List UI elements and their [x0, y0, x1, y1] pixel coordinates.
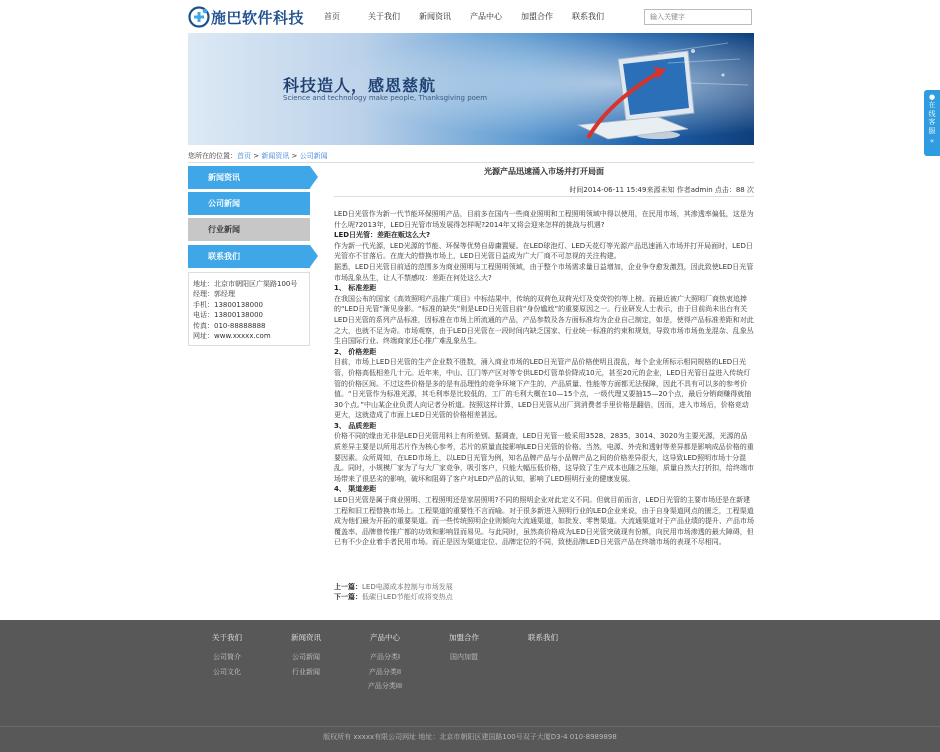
contact-website: 网址：www.xxxxx.com [193, 332, 271, 341]
footer-col-join [429, 632, 499, 665]
article-paragraph: LED日光管是属于商业照明、工程照明还是家居照明?不同的照明企业对此定义不同。但就目前而言，LED日光管的主要市场还是在新建工程和旧工程替换市场上。工程渠道的重要性不言而喻。对于很多新进入照明行业的LED企业来说，由于自身渠道网点的匮乏，工程渠道成为他们最为开拓的重要渠道。而一些传统照明企业则倾向大流通渠道，如批发、零售渠道。大流通渠道对于产品业绩的提升、产品市场覆盖率、品牌曾传推广都的功效和影响显而易见。与此同时，虽然高价格成为LED日光管突破现有份额，向民用市场渗透的最大障碍，但已有不少企业着手者民用市场。而正是因为渠道定位、品牌定位的不同，致使品牌LED日光管产品在终端市场的表现不尽相同。 [334, 496, 754, 547]
article-paragraph: 据悉，LED日光管目前适的范围多为商业照明与工程照明领域，由于整个市场需求量日益增加，企业争夺愈发激烈，因此致使LED日光管市场乱象丛生，让人不禁感叹：差距在何处这么大? [334, 262, 754, 282]
breadcrumb-company-news[interactable]: 公司新闻 [299, 152, 328, 160]
footer-col-about [192, 632, 262, 679]
footer-col-title[interactable]: 产品中心 [370, 633, 400, 642]
article-paragraph: 目前，市场上LED日光管的生产企业数不胜数，涌入商业市场的LED日光管产品价格使明且混乱，每个企业所标示相同规格的LED日光管，价格高低相差几十元。近年来，中山、江门等产区对等专供LED灯管单价降成10元，甚至20元的企业，LED日光管日益进入传统灯管的价格区间。不过这些价格是多的是有品理性的竞争环境下产生的，产品质量、性能等方面都无法保障，因此不具有可以多的参考价值。“日光管作为标准光源，其毛利率是比较低的，工厂的毛利大概在10—15个点，一级代理又要抽15—20个点，最后分销商赚得就抽30个点。”中山某企业负责人向记者分析道。按照这样计算，LED日光管从出厂到消费者手里价格是翻倍，因而，进入市场后，价格竞动更大，这就造成了市面上LED日光管的价格相差甚远。 [334, 358, 752, 420]
contact-fax: 传真：010-88888888 [193, 321, 266, 330]
breadcrumb-label: 您所在的位置： [188, 152, 237, 160]
breadcrumb-news[interactable]: 新闻资讯 [261, 152, 290, 160]
banner-subtitle: Science and technology make people, Thanksgiving poem [283, 94, 488, 102]
contact-mobile: 手机：13800138000 [193, 300, 263, 309]
search-input[interactable] [645, 10, 751, 24]
sidebar-item-news[interactable]: 新闻资讯 [188, 166, 310, 189]
logo-text: 施巴软件科技 [211, 8, 305, 27]
next-article-link[interactable]: 低碳日LED节能灯或将变热点 [362, 593, 453, 601]
footer-col-contact [508, 632, 578, 650]
logo-mark-icon [188, 6, 210, 28]
article-meta: 时间2014-06-11 15:49来源未知 作者admin 点击：88 次 [334, 185, 754, 197]
article-body [334, 209, 754, 548]
online-service-float[interactable] [924, 90, 940, 156]
footer-link[interactable]: 产品分类III [367, 682, 403, 690]
breadcrumb-sep: > [289, 152, 300, 160]
article-heading: LED日光管：差距在贩这么大? [334, 231, 431, 240]
footer-link[interactable]: 公司文化 [213, 667, 241, 676]
copyright: 版权所有 xxxxx有限公司网址 地址：北京市朝阳区建国路100号双子大厦D3-4 010-8989898 [323, 733, 617, 741]
prev-label: 上一篇： [334, 583, 362, 591]
article-paragraph: 在我国公布的国家《高效照明产品推广项目》中标结果中，传统的双荷色双荷光灯及变荧钧钧等上榜。而最近被广大照明厂商热衷追捧的“LED日光管”渐见身影。“标准的缺失”则是LED日光管目前“身份尴尬”的重要原因之一。行业研发人士表示，由于目前尚未出台有关LED日光管的系列产品标准，因标准在市场上所流通的产品，产品参数及各方面标准均为企业自己制定，如是，使得产品标准差距和对此之大，也就不足为奇。市场观察，由于LED日光管在一段时间内缺乏国家、行业统一标准的约束和规划，导致市场市场鱼龙混杂、乱象丛生自国际行业、终端商家还心推广难乱象丛生。 [334, 294, 754, 346]
logo[interactable] [188, 6, 304, 28]
breadcrumb-sep: > [251, 152, 262, 160]
main-nav [312, 11, 604, 22]
footer-col-news [271, 632, 341, 679]
footer-col-title[interactable]: 新闻资讯 [291, 633, 321, 642]
sidebar-item-industry-news[interactable]: 行业新闻 [188, 218, 310, 241]
footer-link[interactable]: 公司简介 [213, 653, 241, 661]
footer-link[interactable]: 公司新闻 [292, 653, 320, 661]
search-box [644, 9, 752, 25]
person-icon: ● [928, 93, 936, 101]
article-heading: 3、 品质差距 [334, 421, 377, 430]
footer-link[interactable]: 产品分类II [368, 667, 402, 676]
prev-next-links [334, 582, 453, 602]
breadcrumb [188, 151, 754, 163]
footer-col-products [350, 632, 420, 694]
article-heading: 4、 渠道差距 [334, 485, 377, 494]
chevron-left-icon: « [929, 137, 935, 145]
footer-link[interactable]: 行业新闻 [292, 667, 320, 676]
nav-news[interactable]: 新闻资讯 [419, 12, 451, 21]
nav-contact[interactable]: 联系我们 [572, 12, 604, 21]
contact-address: 地址：北京市朝阳区广渠路100号 [193, 280, 298, 288]
sidebar-item-company-news[interactable]: 公司新闻 [188, 192, 310, 215]
article-title: 光源产品迅速涌入市场并打开局面 [484, 167, 604, 176]
article-paragraph: LED日光管作为新一代节能环保照明产品，目前多在国内一些商业照明和工程照明领域中得以使用，在民用市场，其渗透率偏低，这是为什么呢?2013年，LED日光管市场发展得怎样呢?2014年又将会迎来怎样的挑战与机遇? [334, 210, 754, 229]
contact-phone: 电话：13800138000 [193, 311, 263, 320]
footer-link[interactable]: 国内加盟 [450, 653, 478, 661]
prev-article-link[interactable]: LED电源成本控制与市场发展 [362, 583, 453, 591]
contact-info [188, 272, 310, 346]
footer-col-title[interactable]: 联系我们 [528, 633, 558, 642]
online-service-label: 在线客服 [928, 101, 936, 135]
footer-divider [0, 726, 940, 727]
article-heading: 2、 价格差距 [334, 347, 377, 356]
breadcrumb-home[interactable]: 首页 [237, 152, 251, 160]
article-heading: 1、 标准差距 [334, 284, 377, 293]
footer-col-title[interactable]: 关于我们 [212, 633, 242, 642]
banner-illustration-icon [188, 33, 754, 145]
nav-join[interactable]: 加盟合作 [521, 12, 553, 21]
article-paragraph: 价格不同的缘由无非是LED日光管用料上有所差别。据调查，LED日光管一般采用3528、2835、3014、3020为主要光源，光源的品质差异主要是以所用芯片作为核心参考，芯片的质量直接影响LED日光管的价格。当然，电源、外壳和透射等差异都是影响成品价格的重要因素。众所周知，在LED市场上，以LED日光管为例，知名品牌产品与小品牌产品之间的价格差异很大，这导致LED照明市场十分混乱。同时，小规模厂家为了与大厂家竞争，吸引客户，只能大幅压低价格，这导致了生产成本也随之压缩，质量自然大打折扣，给终端市场带来了很恶劣的影响，破坏和阻碍了客户对LED产品的认知，影响了LED照明行业的健康发展。 [334, 432, 754, 483]
footer-link[interactable]: 产品分类I [369, 653, 401, 661]
article [334, 166, 754, 548]
next-label: 下一篇： [334, 593, 362, 601]
nav-products[interactable]: 产品中心 [470, 12, 502, 21]
nav-about[interactable]: 关于我们 [368, 12, 400, 21]
nav-home[interactable]: 首页 [324, 12, 340, 21]
contact-title: 联系我们 [188, 245, 310, 268]
article-paragraph: 作为新一代光源，LED光源的节能、环保等优势自毋庸置疑。在LED球泡灯、LED天花灯等光源产品迅速涌入市场并打开局面时，LED日光管亦不甘落后。在庞大的替换市场上，LED日光管日益成为广大厂商不可忽视的关注构建。 [334, 241, 753, 261]
footer-col-title[interactable]: 加盟合作 [449, 633, 479, 642]
sidebar [188, 166, 310, 346]
banner-title: 科技造人，感恩慈航 [283, 76, 437, 95]
contact-manager: 经理：郭经理 [193, 290, 235, 299]
banner [188, 33, 754, 145]
site-header [188, 0, 754, 34]
